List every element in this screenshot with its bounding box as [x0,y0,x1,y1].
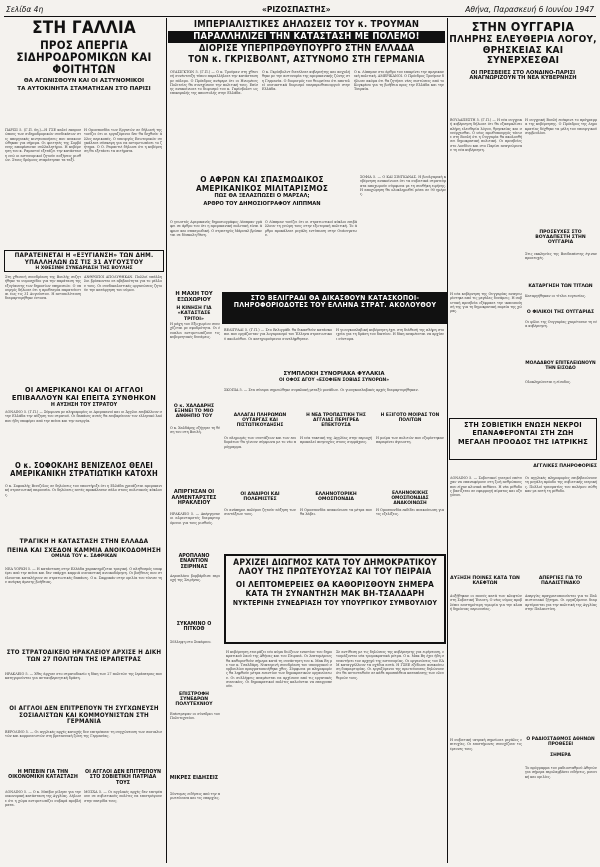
subhead-soviet-homeland: ΟΙ ΑΓΓΛΟΙ ΔΕΝ ΕΠΙΤΡΕΠΟΥΝ ΣΤΟ ΣΟΒΙΕΤΙΚΗ ΠΑΤΡΙΔΑ ΤΟΥΣ [85,770,161,786]
article-text [265,220,357,286]
headline-box-persecution: ΑΡΧΙΖΕΙ ΔΙΩΓΜΟΣ ΚΑΤΑ ΤΟΥ ΔΗΜΟΚΡΑΤΙΚΟΥ ΛΑΟΥ ΤΗΣ ΠΡΩΤΕΥΟΥΣΑΣ ΚΑΙ ΤΟΥ ΠΕΙΡΑΙΑ ΟΙ ΛΕΠΤΟΜΕΡΕΙΕΣ ΘΑ ΚΑΘΟΡΙΣΘΟΥΝ ΣΗΜΕΡΑ ΚΑΤΑ ΤΗ ΣΥΝΑΝΤΗΣΗ ΜΑΚ ΒΗ-ΤΣΑΛΔΑΡΗ ΝΥΚΤΕΡΙΝΗ ΣΥΝΕΔΡΙΑΣΗ ΤΟΥ ΥΠΟΥΡΓΙΚΟΥ ΣΥΜΒΟΥΛΙΟΥ [224,554,446,644]
subhead-disabled: ΟΙ ΑΝΑΙΡΟΙ ΚΑΙ ΠΟΛΕΜΙΣΤΕΣ [240,492,280,503]
headline-truman: ΙΜΠΕΡΙΑΛΙΣΤΙΚΕΣ ΔΗΛΩΣΕΙΣ ΤΟΥ κ. ΤΡΟΥΜΑΝ [193,19,420,30]
article-text [525,594,597,734]
article-text [170,574,220,618]
article-text [300,436,372,488]
article-text [224,388,444,410]
subhead-federation-announce: ΕΛΛΗΝΟΚΙΚΗΣ ΟΜΟΣΠΟΝΔΙΑΣ ΑΝΑΚΟΙΝΩΣΗ [391,491,429,506]
sidebar-short-news: ΜΙΚΡΕΣ ΕΙΔΗΣΕΙΣ [169,775,219,781]
subhead-penalties: ΑΥΞΗΣΗ ΠΟΙΝΕΣ ΚΑΤΑ ΤΩΝ ΚΛΕΦΤΩΝ [450,576,520,587]
article-text [525,766,597,860]
article-text [450,594,522,734]
sidebar-polytechnic: ΕΠΙΣΤΡΟΦΗ ΣΥΝΕΔΡΩΝ ΠΟΛΥΤΕΧΝΙΟΥ [175,692,213,708]
article-text [224,328,332,368]
headline-france: ΣΤΗ ΓΑΛΛΙΑ [32,18,136,38]
article-text [525,118,597,226]
article-text [170,220,262,286]
article-text [300,508,372,548]
headline-tragic-situation: ΤΡΑΓΙΚΗ Η ΚΑΤΑΣΤΑΣΗ ΣΤΗΝ ΕΛΛΑΔΑ ΠΕΙΝΑ ΚΑΙ ΣΧΕΔΟΝ ΚΑΜΜΙΑ ΑΝΟΙΚΟΔΟΜΗΣΗ ΟΜΙΛΙΑ ΤΟΥ κ. ΣΑΦΡΙΚΑΝ [6,537,161,560]
subhead-today: ΣΗΜΕΡΑ [550,753,571,758]
article-text [354,70,444,170]
article-text [5,790,81,860]
masthead-rule [4,16,596,17]
subhead-citizens: Η ΕΞΙΓΟΤΟ ΜΟΙΡΑΣ ΤΟΝ ΠΟΛΙΤΩΝ [380,413,440,423]
article-text [170,70,258,170]
headline-war: ΠΑΡΑΛΛΗΛΙΖΕΙ ΤΗΝ ΚΑΤΑΣΤΑΣΗ ΜΕ ΠΟΛΕΜΟ! [168,31,445,43]
article-text [170,426,220,486]
subhead-palestine: ΑΠΕΡΓΙΕΣ ΓΙΑ ΤΟ ΠΑΛΑΙΣΤΙΝΑΚΟ [538,576,583,587]
sidebar-khaldaris: Ο κ. ΧΑΛΔΑΡΗΣ ΕΞΗΝΕΙ ΤΟ ΜΙΟ ΑΝΘΗΠΙΟ ΤΟΥ [173,404,215,420]
article-text [170,512,220,550]
article-text [450,738,522,860]
side-column-bulgaria [360,175,446,290]
column-divider-left [166,18,167,863]
article-text [525,252,597,282]
article-text [170,322,220,400]
subhead-cars: ΤΑ ΑΥΤΟΚΙΝΗΤΑ ΣΤΑΜΑΤΗΣΑΝ ΣΤΟ ΠΑΡΙΣΙ [17,86,151,93]
headline-box-belgrade: ΣΤΟ ΒΕΛΙΓΡΑΔΙ ΘΑ ΔΙΚΑΣΘΟΥΝ ΚΑΤΑΣΚΟΠΟΙ-ΠΛΗΡΟΦΟΡΙΟΔΟΤΕΣ ΤΟΥ ΕΛΛΗΝΑ ΣΤΡΑΤ. ΑΚΟΛΟΥΘΟΥ [222,292,448,324]
headline-griswold: ΤΟΝ κ. ΓΚΡΙΣΒΟΛΝΤ, ΑΣΤΥΝΟΜΟ ΣΤΗ ΓΕΡΜΑΝΙΑ [188,53,425,65]
headline-box-soviet-medicine: ΣΤΗ ΣΟΒΙΕΤΙΚΗ ΕΝΩΣΗ ΝΕΚΡΟΙ ΕΠΑΝΑΦΕΡΟΝΤΑΙ ΣΤΗ ΖΩΗ ΜΕΓΑΛΗ ΠΡΟΟΔΟΣ ΤΗΣ ΙΑΤΡΙΚΗΣ [449,418,597,460]
article-text [170,792,220,860]
subhead-prayers: ΠΡΟΣΕΥΧΕΣ ΣΤΟ ΒΟΥΔΑΠΕΣΤΗ ΣΤΗΝ ΟΥΓΓΑΡΙΑ [535,230,586,246]
article-text [84,790,162,860]
article-text [376,508,444,548]
headline-box-civil-servants: ΠΑΡΑΤΕΙΝΕΤΑΙ Η «ΕΞΥΓΙΑΝΣΗ» ΤΩΝ ΔΗΜ. ΥΠΑΛΛΗΛΩΝ ΩΣ ΤΙΣ 31 ΑΥΓΟΥΣΤΟΥ Η ΧΘΕΣΙΝΗ ΣΥΝΕΔΡΙΑΣΗ ΤΗΣ ΒΟΥΛΗΣ [4,250,164,272]
subhead-payments: ΑΛΛΑΓΑΙ ΠΛΗΡΩΜΩΝ ΟΥΤΑΡΓΑΣ ΚΑΙ ΠΙΣΤΩΤΙΚΟΥΔΗΣΗΣ [233,413,287,428]
article-text [450,476,522,572]
sidebar-battle: Η ΜΑΧΗ ΤΟΥ ΕΞΩΧΩΡΙΟΥ Η ΚΙΝΗΣΗ ΓΙΑ «ΚΑΤΑΣΤΑΣΕ ΤΡΙΤΟΙ» [175,291,213,322]
article-text [5,567,162,645]
sidebar-sykamino: ΣΥΚΑΜΙΝΟ Ο ΠΙΤΚΟΘ [176,622,212,633]
headline-germany-merger: ΟΙ ΑΓΓΛΟΙ ΔΕΝ ΕΠΙΤΡΕΠΟΥΝ ΤΗ ΣΥΓΧΩΝΕΥΣΗ ΣΟΣΙΑΛΙΣΤΩΝ ΚΑΙ ΚΟΜΜΟΥΝΙΣΤΩΝ ΣΤΗ ΓΕΡΜΑΝΙΑ [9,705,159,725]
article-text [525,380,597,414]
article-text [5,730,162,766]
subhead-police: ΘΑ ΑΓΩΝΙΣΘΟΥΝ ΚΑΙ ΟΙ ΑΣΤΥΝΟΜΙΚΟΙ [23,78,145,85]
subhead-radio: Ο ΡΑΔΙΟΣΤΑΘΜΟΣ ΑΘΗΝΩΝ ΠΡΟΘΕΣΕΙ [526,737,595,747]
article-text [170,712,220,772]
article-text [525,294,597,308]
sidebar-almentarstes: ΑΠΙΡΓΗΣΑΝ ΟΙ ΑΛΜΕΝΤΑΡΣΤΕΣ ΗΡΑΚΛΕΙΟΥ [171,489,217,506]
article-text [170,640,220,688]
article-text [5,484,162,534]
subhead-friends: Ο ΦΙΛΙΚΟΙ ΤΗΣ ΟΥΓΓΑΡΙΑΣ [526,310,595,315]
article-text [525,476,597,572]
left-column [4,20,164,92]
article-text [5,672,162,702]
subhead-embassies: ΟΙ ΠΡΕΣΒΕΙΕΣ ΣΤΟ ΛΟΝΔΙΝΟ-ΠΑΡΙΣΙ ΑΝΑΓΝΩΡΙΖΟΥΝ ΤΗ ΝΕΑ ΚΥΒΕΡΝΗΣΗ [469,69,577,82]
article-text [224,436,296,488]
article-text [5,275,81,383]
article-text [525,320,597,360]
subhead-border-clash: ΣΥΜΠΛΟΚΗ ΣΥΝΟΡΙΑΚΑ ΦΥΛΑΚΙΑ ΟΙ ΟΦΟΣ ΑΓΟΥ «ΕΣΟΦΙΕΝ ΣΟΒΙΑΣ ΣΥΝΟΡΩΝ» [278,371,390,383]
headline-strike: ΠΡΟΣ ΑΠΕΡΓΙΑ ΣΙΔΗΡΟΔΡΟΜΙΚΩΝ ΚΑΙ ΦΟΙΤΗΤΩΝ [16,37,152,76]
article-text [5,128,81,248]
article-text [376,436,444,488]
subhead-federation: ΕΛΛΗΝΟΤΟΡΙΚΗ ΟΜΟΣΠΟΝΔΙΑ [315,492,357,503]
column-divider-right [447,18,448,863]
article-text [450,292,522,414]
headline-venizelos: Ο κ. ΣΟΦΟΚΛΗΣ ΒΕΝΙΖΕΛΟΣ ΘΕΛΕΙ ΑΜΕΡΙΚΑΝΙΚΗ ΣΤΡΑΤΙΩΤΙΚΗ ΚΑΤΟΧΗ [10,461,158,478]
page-number: Σελίδα 4η [6,5,44,14]
headline-militarism: Ο ΑΦΡΩΝ ΚΑΙ ΣΠΑΣΜΩΔΙΚΟΣ ΑΜΕΡΙΚΑΝΙΚΟΣ ΜΙΛΙΤΑΡΙΣΜΟΣ ΠΩΣ ΘΑ ΞΕΛΑΣΠΩΣΕΙ Ο ΜΑΡΣΑΛ; ΑΡΘΡΟ ΤΟΥ ΔΗΜΟΣΙΟΓΡΑΦΟΥ ΛΙΠΠΜΑΝ [195,174,329,207]
article-text [336,328,444,368]
newspaper-name: «ΡΙΖΟΣΠΑΣΤΗΣ» [262,5,331,14]
subhead-titles: ΚΑΤΑΡΓΗΣΗ ΤΩΝ ΤΙΤΛΩΝ [528,284,593,289]
headline-americans-english: ΟΙ ΑΜΕΡΙΚΑΝΟΙ ΚΑΙ ΟΙ ΑΓΓΛΟΙ ΕΠΙΒΑΛΛΟΥΝ ΚΑΙ ΕΠΕΙΤΑ ΣΥΝΘΗΚΟΝ Η ΑΥΣΗΣΗ ΤΟΥ ΣΤΡΑΤΟΥ [11,385,157,408]
article-text [5,410,162,458]
headline-heraklion-trial: ΣΤΟ ΣΤΡΑΤΟΔΙΚΕΙΟ ΗΡΑΚΛΕΙΟΥ ΑΡΧΙΣΕ Η ΔΙΚΗ ΤΩΝ 27 ΠΟΛΙΤΩΝ ΤΗΣ ΙΕΡΑΠΕΤΡΑΣ [6,649,162,663]
center-top-headlines [168,20,445,65]
article-text [84,275,162,383]
article-text [262,70,350,170]
right-column [449,20,597,82]
subhead-bevin: Η ΜΠΕΒΙΝ ΓΙΑ ΤΗΝ ΟΙΚΟΝΟΜΙΚΗ ΚΑΤΑΣΤΑΣΗ [8,770,78,781]
article-text [336,650,444,860]
article-text [224,508,296,548]
subhead-moldova: ΜΟΛΔΑΒΟΥ ΕΠΙΤΕΛΕΙΩΝΟΥΝ ΤΗΝ ΕΙΣΟΔΟ [525,361,596,371]
subhead-british-policy: Η ΝΕΑ ΤΡΟΠΑΣΤΙΚΗ ΤΗΣ ΑΓΓΛΙΑΣ ΠΕΡΙΓΡΕΑ ΕΠΕΚΤΟΥΣΑ [306,413,366,428]
headline-freedom: ΠΛΗΡΗΣ ΕΛΕΥΘΕΡΙΑ ΛΟΓΟΥ, ΘΡΗΣΚΕΙΑΣ ΚΑΙ ΣΥΝΕΡΧΕΣΘΑΙ [449,34,597,67]
article-text [84,128,162,248]
article-text [226,650,332,860]
subhead-english-info: ΑΓΓΛΙΚΕΣ ΠΛΗΡΟΦΟΡΙΕΣ [533,464,597,469]
article-text [450,118,522,288]
headline-hungary: ΣΤΗΝ ΟΥΓΓΑΡΙΑ [471,19,575,34]
issue-date: Αθήνα, Παρασκευή 6 Ιουνίου 1947 [465,5,594,14]
headline-appointed: ΔΙΟΡΙΣΕ ΥΠΕΡΠΡΩΘΥΠΟΥΡΓΟ ΣΤΗΝ ΕΛΛΑΔΑ [198,42,415,54]
sidebar-airplane: ΑΡΟΠΛΑΝΟ ΕΝΑΝΤΙΟΝ ΣΕΙΡΗΝΑΣ [178,554,210,570]
